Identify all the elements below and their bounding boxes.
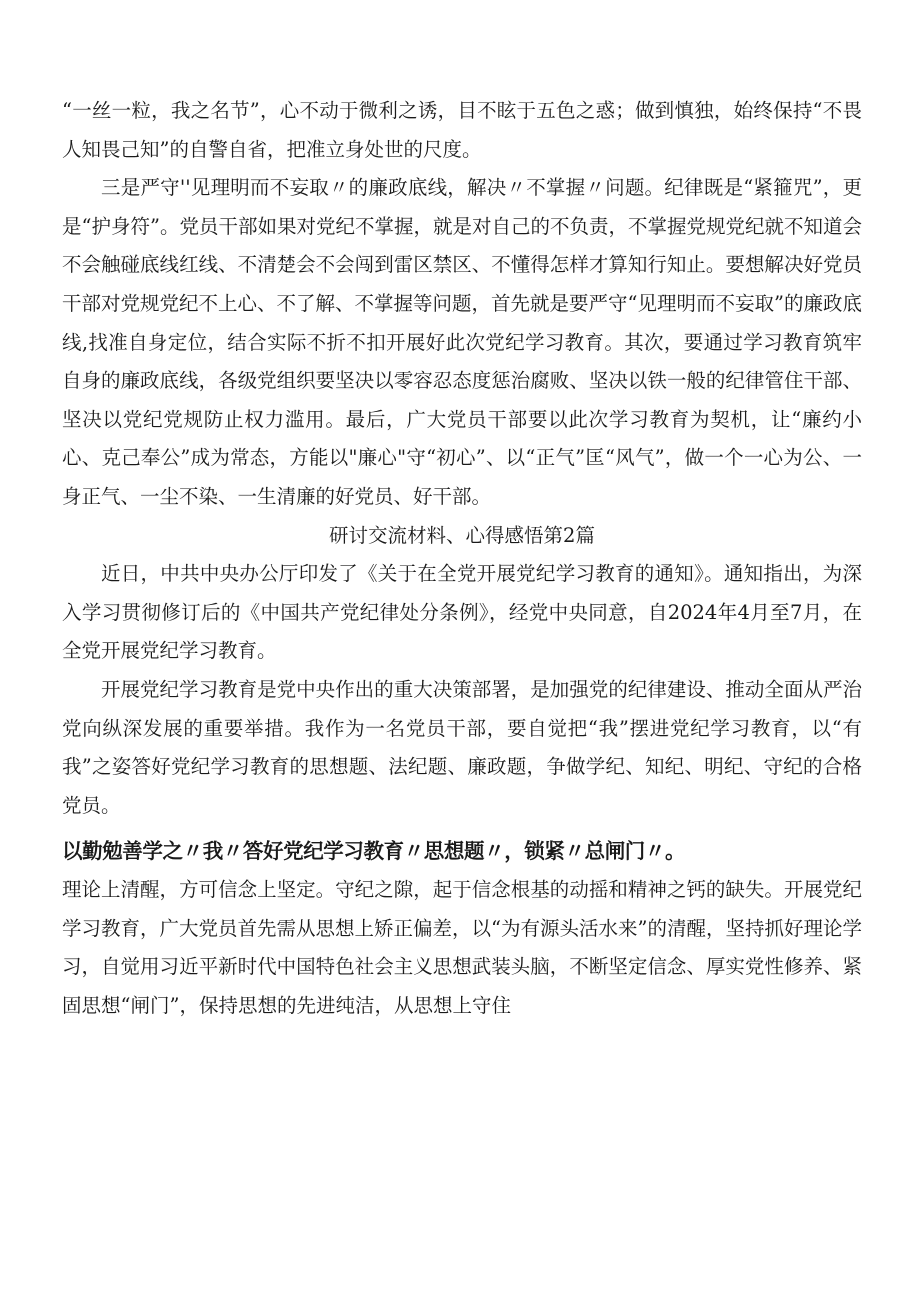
paragraph-5: 理论上清醒，方可信念上坚定。守纪之隙，起于信念根基的动摇和精神之钙的缺失。开展党纪学习教育，广大党员首先需从思想上矫正偏差，以“为有源头活水来”的清醒，坚持抓好理论学习，自觉用习近平新时代中国特色社会主义思想武装头脑，不断坚定信念、厚实党性修养、紧固思想“闸门”，保持思想的先进纯洁，从思想上守住 — [62, 878, 862, 1018]
section-heading: 以勤勉善学之〃我〃答好党纪学习教育〃思想题〃，锁紧〃总闸门〃。 — [62, 839, 686, 864]
paragraph-1: “一丝一粒，我之名节”，心不动于微利之诱，目不眩于五色之惑；做到慎独，始终保持“不畏人知畏己知”的自警自省，把准立身处世的尺度。 — [62, 99, 862, 161]
paragraph-3: 近日，中共中央办公厅印发了《关于在全党开展党纪学习教育的通知》。通知指出，为深入学习贯彻修订后的《中国共产党纪律处分条例》，经党中央同意，自2024年4月至7月，在全党开展党纪学习教育。 — [62, 562, 862, 663]
section-title: 研讨交流材料、心得感悟第2篇 — [329, 523, 595, 547]
paragraph-2: 三是严守''见理明而不妄取〃的廉政底线，解决〃不掌握〃问题。纪律既是“紧箍咒”，更是“护身符”。党员干部如果对党纪不掌握，就是对自己的不负责，不掌握党规党纪就不知道会不会触碰底线红线、不清楚会不会闯到雷区禁区、不懂得怎样才算知行知止。要想解决好党员干部对党规党纪不上心、不了解、不掌握等问题，首先就是要严守“见理明而不妄取”的廉政底线,找准自身定位，结合实际不折不扣开展好此次党纪学习教育。其次，要通过学习教育筑牢自身的廉政底线，各级党组织要坚决以零容忍态度惩治腐败、坚决以铁一般的纪律管住干部、坚决以党纪党规防止权力滥用。最后，广大党员干部要以此次学习教育为契机，让“廉约小心、克己奉公”成为常态，方能以"廉心"守“初心”、以“正气”匡“风气”，做一个一心为公、一身正气、一尘不染、一生清廉的好党员、好干部。 — [62, 176, 862, 508]
document-page — [62, 92, 862, 1026]
paragraph-4: 开展党纪学习教育是党中央作出的重大决策部署，是加强党的纪律建设、推动全面从严治党向纵深发展的重要举措。我作为一名党员干部，要自觉把“我”摆进党纪学习教育，以“有我”之姿答好党纪学习教育的思想题、法纪题、廉政题，争做学纪、知纪、明纪、守纪的合格党员。 — [62, 677, 862, 817]
